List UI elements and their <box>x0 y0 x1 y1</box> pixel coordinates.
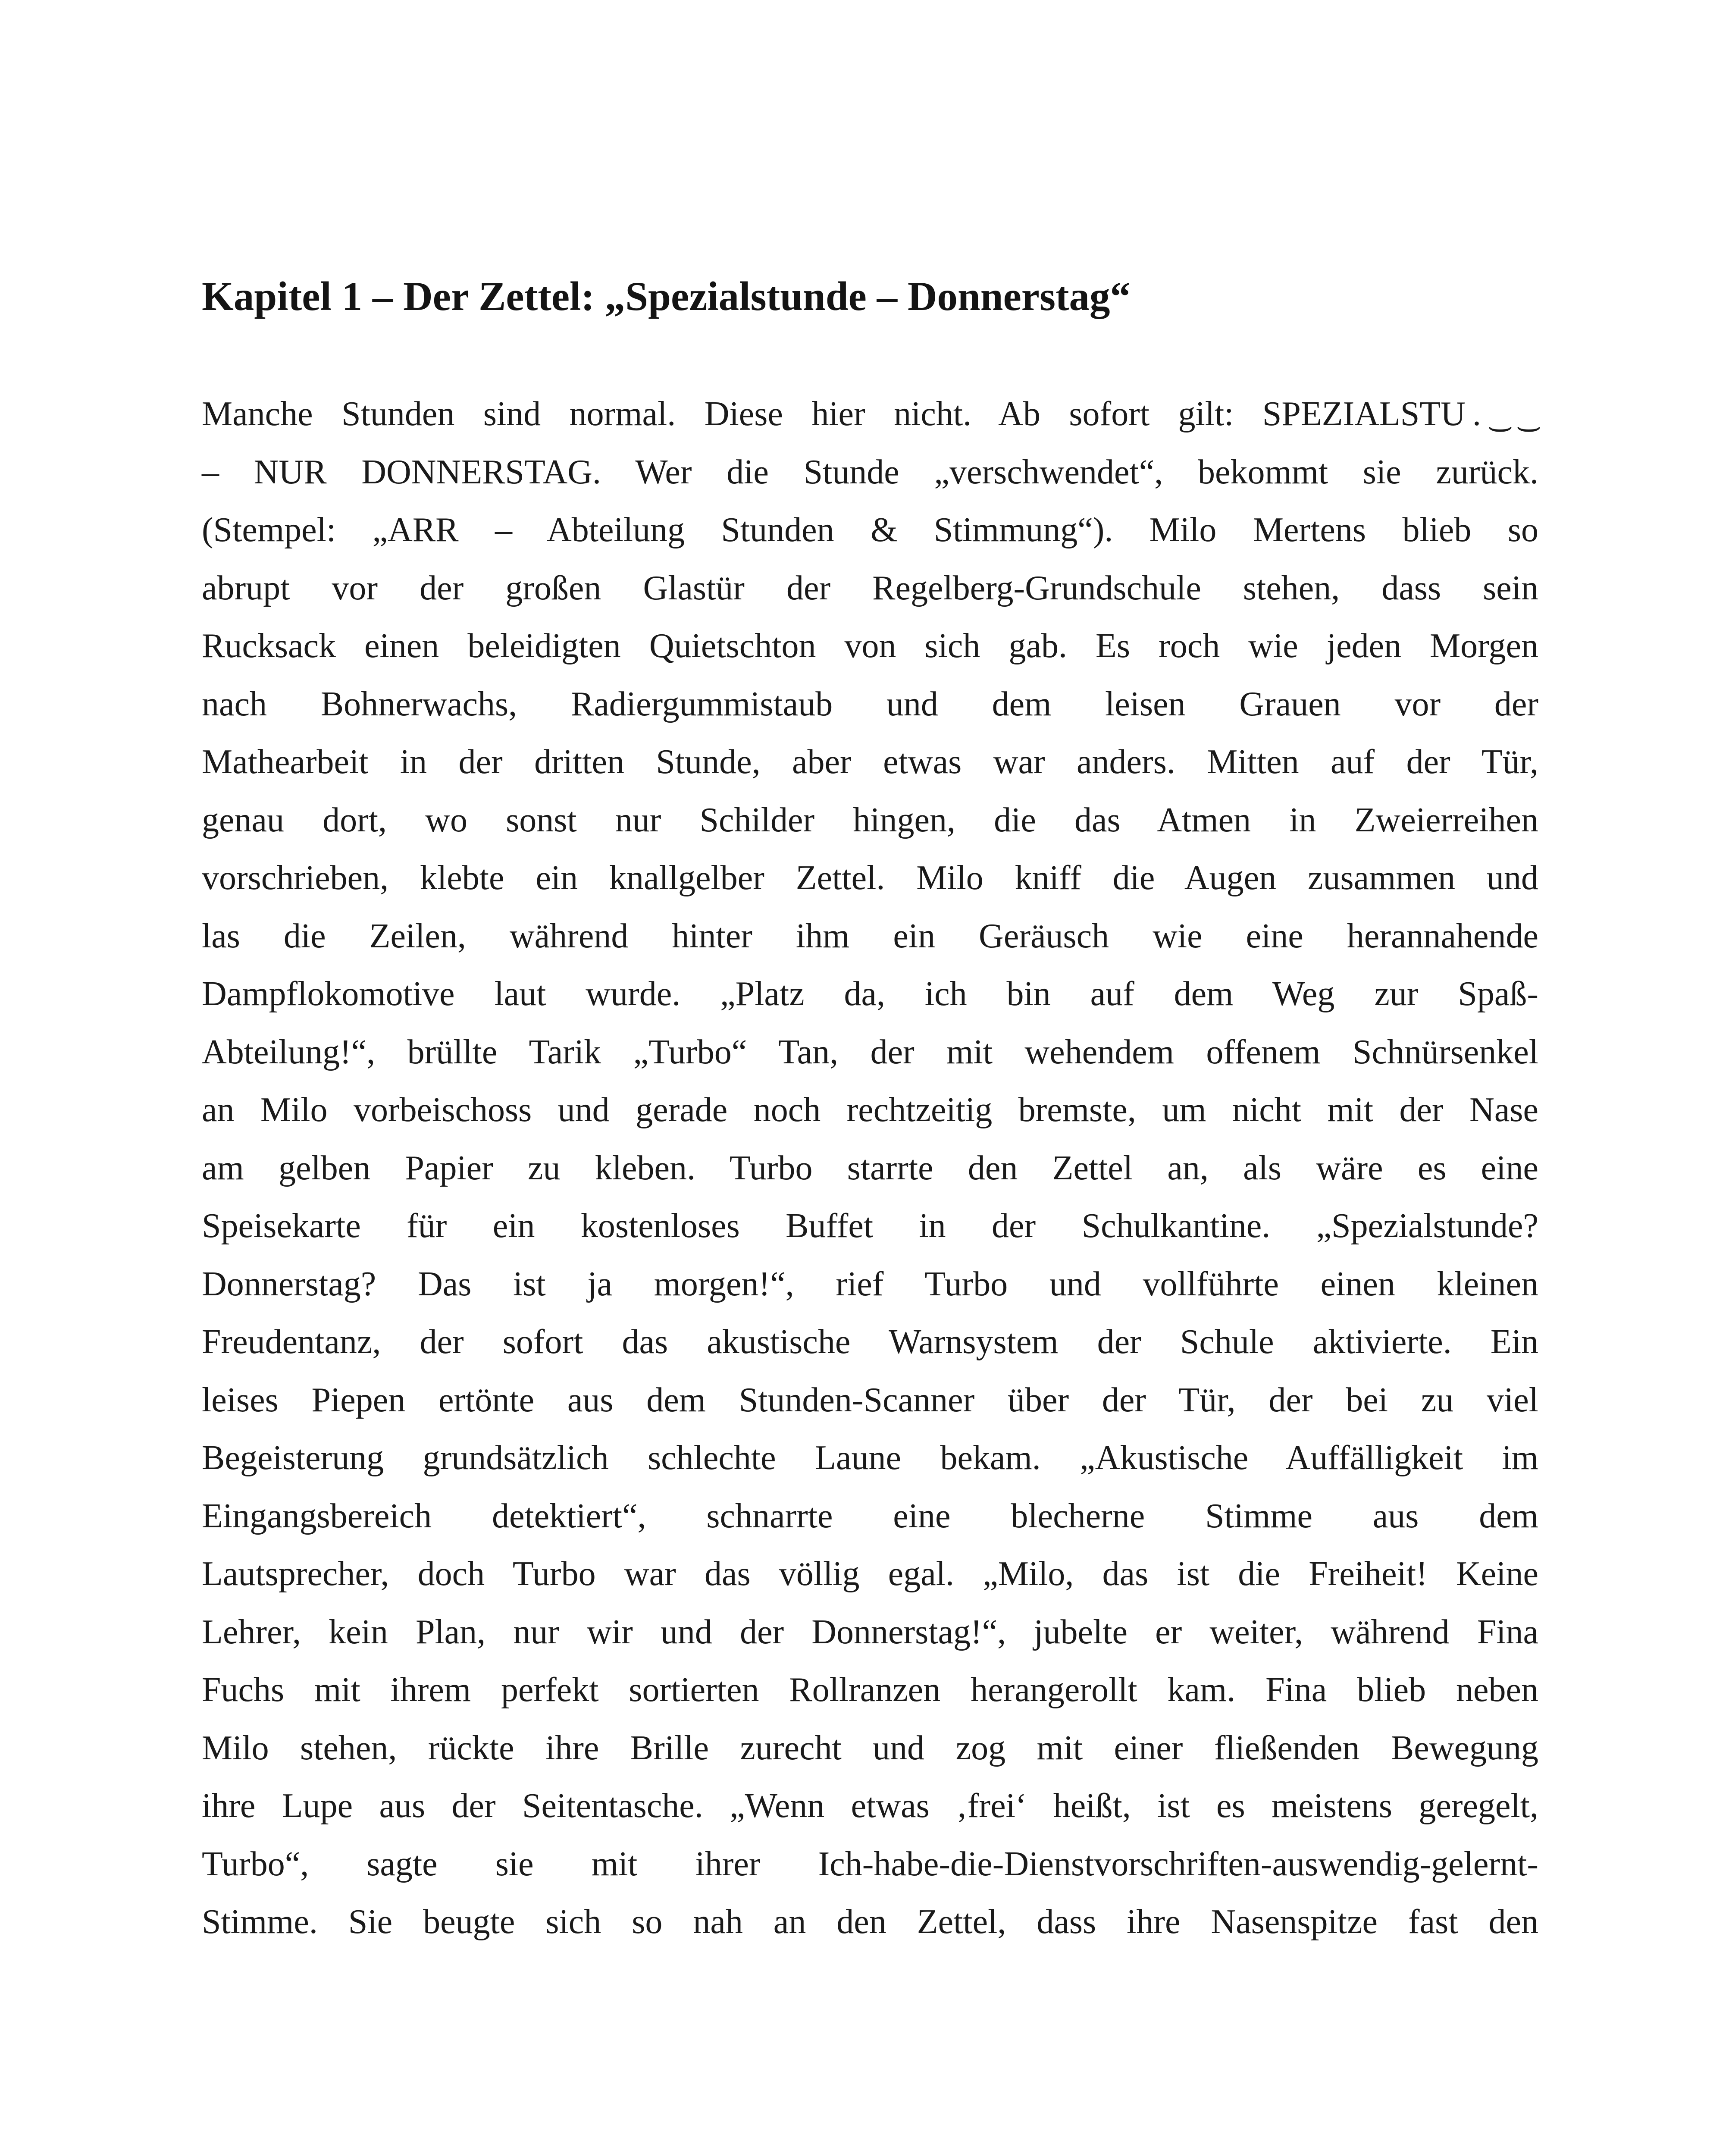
text-line: vorschrieben, klebte ein knallgelber Zettel. Milo kniff die Augen zusammen und <box>202 859 1538 897</box>
text-line: Turbo“, sagte sie mit ihrer Ich-habe-die-Dienstvorschriften-auswendig-gelernt- <box>202 1845 1538 1883</box>
text-line: (Stempel: „ARR – Abteilung Stunden & Stimmung“). Milo Mertens blieb so <box>202 511 1538 549</box>
text-line: Milo stehen, rückte ihre Brille zurecht und zog mit einer fließenden Bewegung <box>202 1729 1538 1767</box>
text-line: Mathearbeit in der dritten Stunde, aber etwas war anders. Mitten auf der Tür, <box>202 743 1538 781</box>
text-line: Fuchs mit ihrem perfekt sortierten Rollranzen herangerollt kam. Fina blieb neben <box>202 1671 1538 1709</box>
text-line: am gelben Papier zu kleben. Turbo starrte den Zettel an, als wäre es eine <box>202 1149 1538 1187</box>
text-line: Abteilung!“, brüllte Tarik „Turbo“ Tan, der mit wehendem offenem Schnürsenkel <box>202 1033 1538 1071</box>
text-line: Rucksack einen beleidigten Quietschton von sich gab. Es roch wie jeden Morgen <box>202 627 1538 665</box>
text-line: – NUR DONNERSTAG. Wer die Stunde „verschwendet“, bekommt sie zurück. <box>202 453 1538 491</box>
text-line: ihre Lupe aus der Seitentasche. „Wenn etwas ‚frei‘ heißt, ist es meistens geregelt, <box>202 1787 1538 1825</box>
text-line: abrupt vor der großen Glastür der Regelberg-Grundschule stehen, dass sein <box>202 569 1538 607</box>
body-paragraph <box>202 385 1538 1951</box>
chapter-title: Kapitel 1 – Der Zettel: „Spezialstunde – Donnerstag“ <box>202 273 1131 319</box>
text-line: nach Bohnerwachs, Radiergummistaub und dem leisen Grauen vor der <box>202 685 1538 723</box>
text-line: las die Zeilen, während hinter ihm ein Geräusch wie eine herannahende <box>202 917 1538 955</box>
text-line: Manche Stunden sind normal. Diese hier nicht. Ab sofort gilt: SPEZIALSTU . ͜ ͜ <box>202 395 1538 433</box>
text-line: Lehrer, kein Plan, nur wir und der Donnerstag!“, jubelte er weiter, während Fina <box>202 1613 1538 1651</box>
text-line: Eingangsbereich detektiert“, schnarrte eine blecherne Stimme aus dem <box>202 1497 1538 1535</box>
text-line: leises Piepen ertönte aus dem Stunden-Scanner über der Tür, der bei zu viel <box>202 1381 1538 1419</box>
text-line: Lautsprecher, doch Turbo war das völlig egal. „Milo, das ist die Freiheit! Keine <box>202 1555 1538 1593</box>
text-line: Donnerstag? Das ist ja morgen!“, rief Turbo und vollführte einen kleinen <box>202 1265 1538 1303</box>
text-line: an Milo vorbeischoss und gerade noch rechtzeitig bremste, um nicht mit der Nase <box>202 1091 1538 1129</box>
text-line: Freudentanz, der sofort das akustische Warnsystem der Schule aktivierte. Ein <box>202 1323 1538 1361</box>
text-line: genau dort, wo sonst nur Schilder hingen, die das Atmen in Zweierreihen <box>202 801 1538 839</box>
text-line: Begeisterung grundsätzlich schlechte Laune bekam. „Akustische Auffälligkeit im <box>202 1439 1538 1477</box>
text-line: Stimme. Sie beugte sich so nah an den Zettel, dass ihre Nasenspitze fast den <box>202 1903 1538 1941</box>
text-line: Speisekarte für ein kostenloses Buffet in der Schulkantine. „Spezialstunde? <box>202 1207 1538 1245</box>
text-line: Dampflokomotive laut wurde. „Platz da, ich bin auf dem Weg zur Spaß- <box>202 975 1538 1013</box>
